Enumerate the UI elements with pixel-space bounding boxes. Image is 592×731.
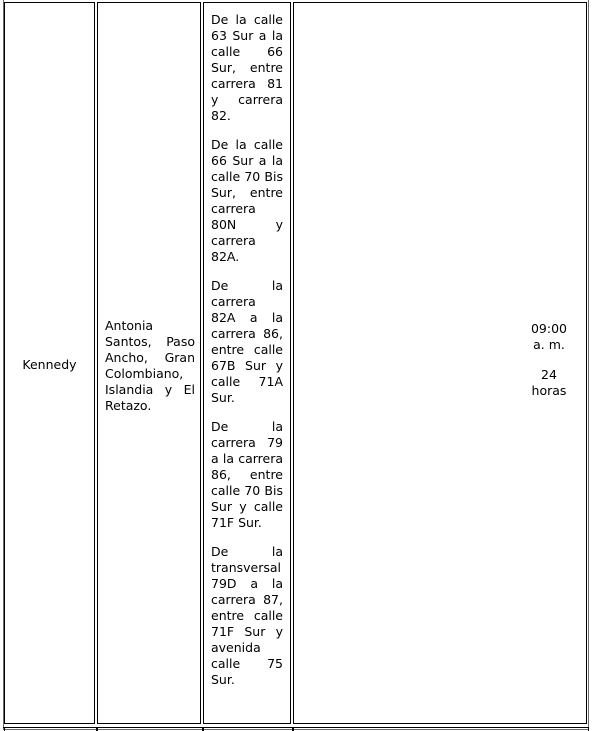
sector-item: De la transversal 79D a la carrera 87, entre calle 71F Sur y avenida calle 75 Sur.	[211, 544, 283, 687]
locality-cell	[4, 2, 95, 724]
sector-item: De la calle 63 Sur a la calle 66 Sur, entre carrera 81 y carrera 82.	[211, 12, 283, 123]
spacer	[519, 353, 579, 367]
sector-item: De la carrera 79 a la carrera 86, entre calle 70 Bis Sur y calle 71F Sur.	[211, 419, 283, 530]
duration-value: 24	[541, 367, 557, 382]
start-time: 09:00	[530, 321, 568, 336]
sector-item: De la carrera 82A a la carrera 86, entre calle 67B Sur y calle 71A Sur.	[211, 278, 283, 405]
sectors-list	[211, 12, 283, 688]
start-time-period: a. m.	[533, 337, 565, 352]
locality-name: Kennedy	[22, 357, 77, 372]
neighborhoods-cell	[97, 2, 201, 724]
duration-unit: horas	[531, 383, 567, 398]
sectors-cell	[203, 2, 291, 724]
sector-item: De la calle 66 Sur a la calle 70 Bis Sur, entre carrera 80N y carrera 82A.	[211, 137, 283, 264]
schedule-cell	[293, 2, 587, 724]
schedule-text	[519, 321, 579, 399]
neighborhoods-text: Antonia Santos, Paso Ancho, Gran Colombiano, Islandia y El Retazo.	[105, 318, 195, 413]
